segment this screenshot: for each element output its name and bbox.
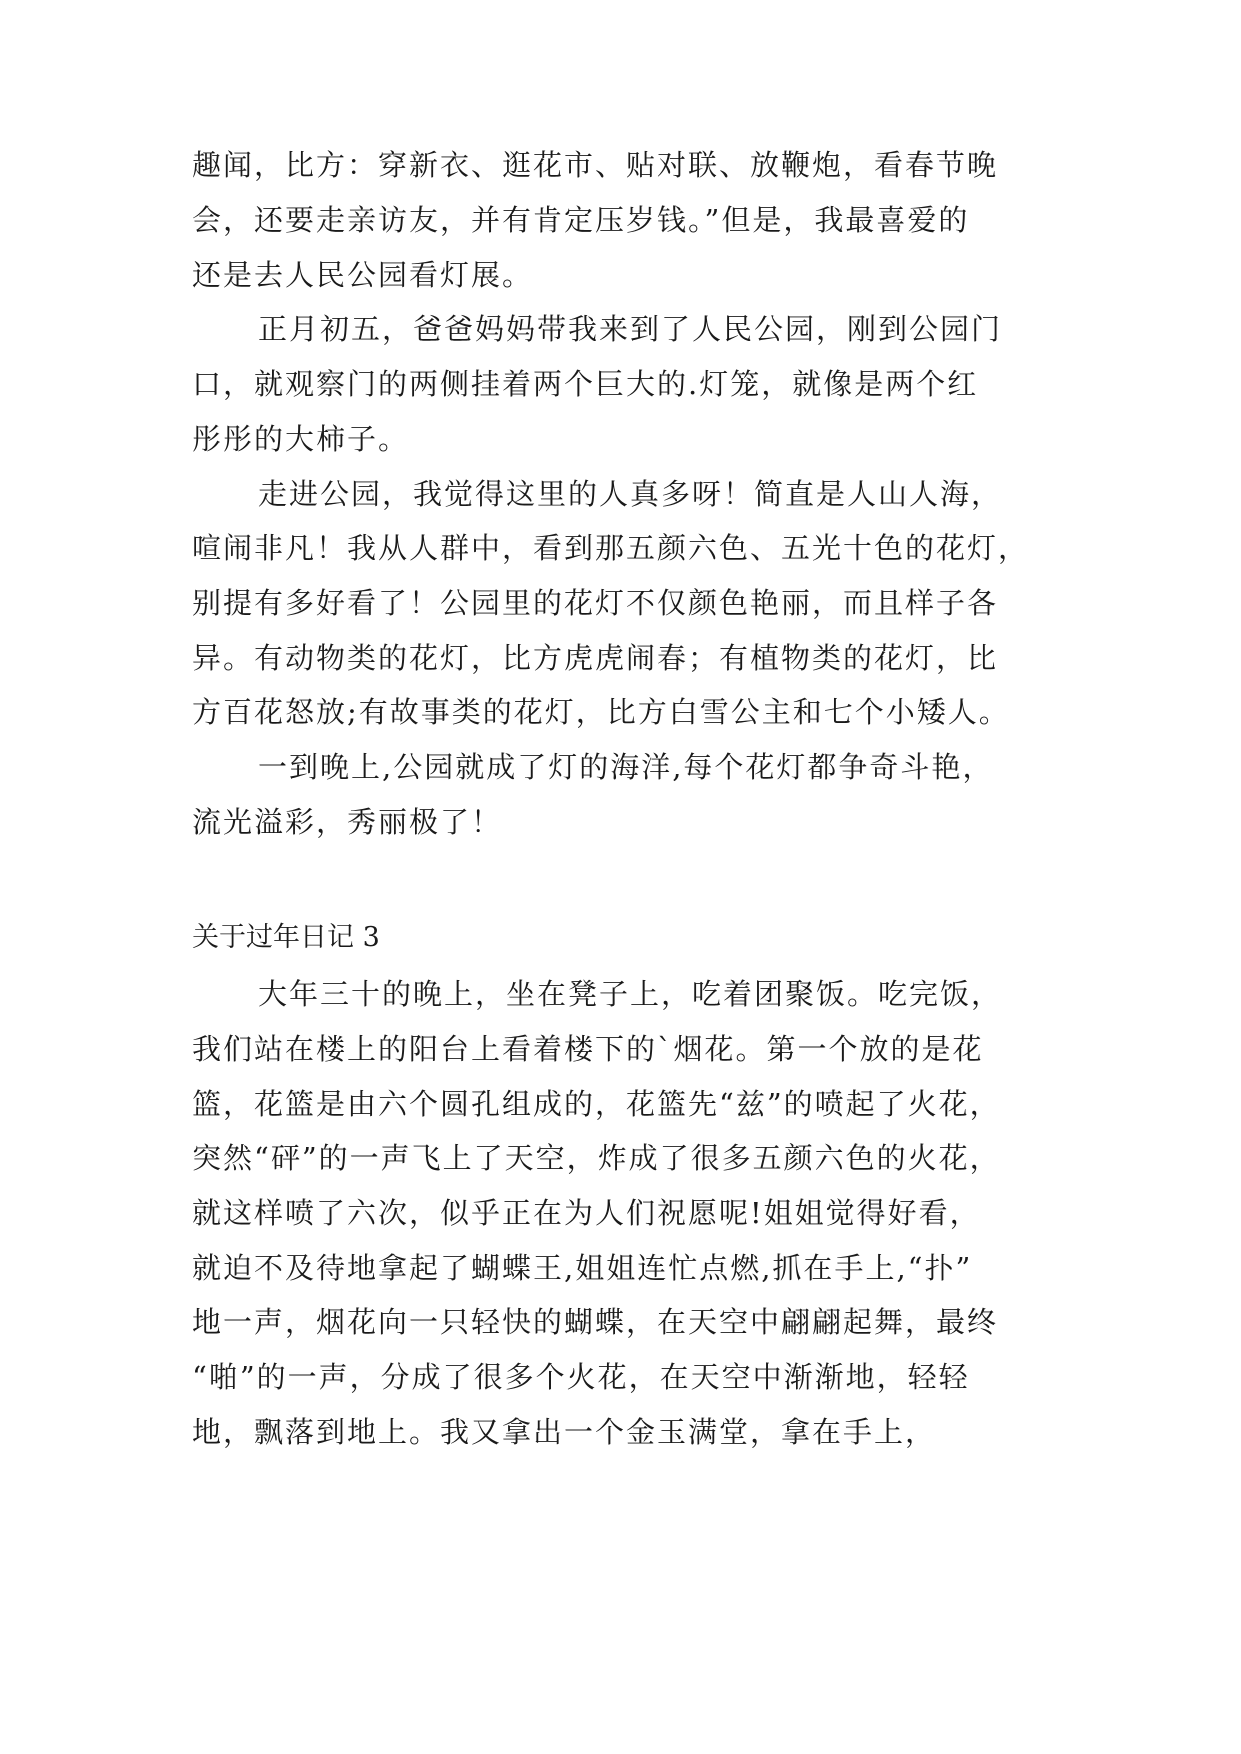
paragraph-line: 走进公园，我觉得这里的人真多呀！简直是人山人海， (258, 477, 1003, 511)
paragraph-line: 口，就观察门的两侧挂着两个巨大的.灯笼，就像是两个红 (192, 367, 979, 401)
paragraph-line: 就这样喷了六次，似乎正在为人们祝愿呢!姐姐觉得好看， (192, 1196, 981, 1230)
paragraph-line: 突然“砰”的一声飞上了天空，炸成了很多五颜六色的火花， (192, 1141, 1001, 1175)
paragraph-line: 我们站在楼上的阳台上看着楼下的`烟花。第一个放的是花 (192, 1032, 984, 1066)
paragraph-line: 别提有多好看了！公园里的花灯不仅颜色艳丽，而且样子各 (192, 586, 999, 620)
paragraph-line: 一到晚上,公园就成了灯的海洋,每个花灯都争奇斗艳， (258, 750, 994, 784)
paragraph-line: 就迫不及待地拿起了蝴蝶王,姐姐连忙点燃,抓在手上,“扑” (192, 1251, 973, 1285)
paragraph-line: 地，飘落到地上。我又拿出一个金玉满堂，拿在手上， (192, 1415, 937, 1449)
paragraph-line: 方百花怒放;有故事类的花灯，比方白雪公主和七个小矮人。 (192, 695, 1010, 729)
paragraph-line: 正月初五，爸爸妈妈带我来到了人民公园，刚到公园门 (258, 312, 1003, 346)
paragraph-line: “啪”的一声，分成了很多个火花，在天空中渐渐地，轻轻 (192, 1360, 970, 1394)
paragraph-line: 会，还要走亲访友，并有肯定压岁钱。”但是，我最喜爱的 (192, 203, 970, 237)
paragraph-line: 异。有动物类的花灯，比方虎虎闹春；有植物类的花灯，比 (192, 641, 999, 675)
paragraph-line: 趣闻，比方：穿新衣、逛花市、贴对联、放鞭炮，看春节晚 (192, 148, 999, 182)
paragraph-line: 喧闹非凡！我从人群中，看到那五颜六色、五光十色的花灯， (192, 531, 1030, 565)
document-page (192, 0, 1052, 1754)
paragraph-line: 篮，花篮是由六个圆孔组成的，花篮先“兹”的喷起了火花， (192, 1087, 1001, 1121)
paragraph-line: 大年三十的晚上，坐在凳子上，吃着团聚饭。吃完饭， (258, 977, 1003, 1011)
paragraph-line: 还是去人民公园看灯展。 (192, 258, 534, 292)
paragraph-line: 彤彤的大柿子。 (192, 422, 410, 456)
paragraph-line: 流光溢彩，秀丽极了！ (192, 805, 503, 839)
section-title: 关于过年日记 3 (192, 922, 380, 953)
paragraph-line: 地一声，烟花向一只轻快的蝴蝶，在天空中翩翩起舞，最终 (192, 1305, 999, 1339)
